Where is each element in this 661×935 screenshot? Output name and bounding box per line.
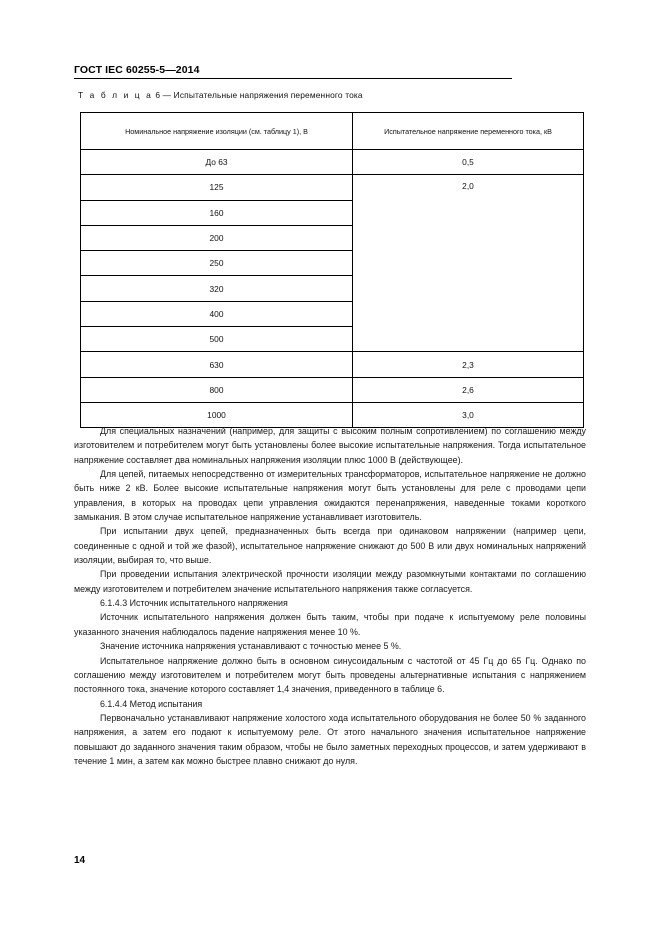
paragraph: Испытательное напряжение должно быть в основном синусоидальным с частотой от 45 Гц до 65 Гц. Однако по соглашению между изготовителем и потребителем могут быть проведены альтернативные испытания с напряжением постоянного тока, значение которого составляет 1,4 значения, приведенного в таблице 6. bbox=[74, 655, 586, 695]
cell-rated-voltage: 250 bbox=[81, 251, 353, 276]
cell-test-voltage: 0,5 bbox=[353, 150, 584, 175]
table-caption bbox=[78, 90, 363, 100]
cell-test-voltage: 3,0 bbox=[353, 402, 584, 427]
cell-test-voltage-merged: 2,0 bbox=[353, 175, 584, 352]
table-row bbox=[81, 150, 584, 175]
table-caption-label: Т а б л и ц а bbox=[78, 90, 153, 100]
clause-heading-6-1-4-3: 6.1.4.3 Источник испытательного напряжения bbox=[100, 598, 288, 609]
column-header-rated-voltage: Номинальное напряжение изоляции (см. таблицу 1), В bbox=[81, 113, 353, 150]
cell-rated-voltage: 160 bbox=[81, 200, 353, 225]
paragraph: Источник испытательного напряжения должен быть таким, чтобы при подаче к испытуемому реле половины указанного значения наблюдалось падение напряжения менее 10 %. bbox=[74, 612, 586, 637]
table-row bbox=[81, 352, 584, 377]
table-body bbox=[81, 150, 584, 428]
table-header-row bbox=[81, 113, 584, 150]
table-caption-text: Испытательные напряжения переменного тока bbox=[173, 90, 363, 100]
table-head bbox=[81, 113, 584, 150]
paragraph: Для специальных назначений (например, для защиты с высоким полным сопротивлением) по соглашению между изготовителем и потребителем могут быть установлены более высокие испытательные напряжения. Тогда испытательное напряжение составляет два номинальных напряжения изоляции плюс 1000 В (действующее). bbox=[74, 426, 586, 465]
cell-rated-voltage: До 63 bbox=[81, 150, 353, 175]
cell-rated-voltage: 125 bbox=[81, 175, 353, 200]
standard-designation: ГОСТ IEC 60255-5—2014 bbox=[74, 64, 512, 79]
paragraph: При проведении испытания электрической прочности изоляции между разомкнутыми контактами по соглашению между изготовителем и потребителем значение испытательного напряжения также согласуется. bbox=[74, 569, 586, 594]
paragraph: Значение источника напряжения устанавливают с точностью менее 5 %. bbox=[100, 641, 402, 652]
table-caption-number: 6 bbox=[155, 90, 161, 100]
paragraph: Первоначально устанавливают напряжение холостого хода испытательного оборудования не более 50 % заданного напряжения, а затем его подают к испытуемому реле. От этого начального значения испытательное напряжение повышают до заданного значения таким образом, чтобы не было заметных переходных процессов, и затем удерживают в течение 1 мин, а затем как можно быстрее плавно снижают до нуля. bbox=[74, 712, 586, 766]
body-text bbox=[74, 424, 586, 768]
table-caption-dash: — bbox=[162, 90, 172, 100]
cell-rated-voltage: 800 bbox=[81, 377, 353, 402]
cell-test-voltage: 2,3 bbox=[353, 352, 584, 377]
cell-rated-voltage: 1000 bbox=[81, 402, 353, 427]
paragraph: При испытании двух цепей, предназначенных быть всегда при одинаковом напряжении (например цепи, соединенные с одной и той же фазой), испытательное напряжение снижают до 500 В или двух номинальных напряжений изоляции, выбирая то, что выше. bbox=[74, 526, 586, 566]
test-voltages-table bbox=[80, 112, 584, 428]
table-row bbox=[81, 175, 584, 200]
page-number: 14 bbox=[74, 855, 86, 866]
cell-rated-voltage: 320 bbox=[81, 276, 353, 301]
paragraph: Для цепей, питаемых непосредственно от измерительных трансформаторов, испытательное напряжение не должно быть ниже 2 кВ. Более высокие испытательные напряжения могут быть установлены для реле с проводами цепи управления, в которых на проводах цепи управления ожидаются перенапряжения, наведенные токами короткого замыкания. В этом случае испытательное напряжение устанавливает изготовитель. bbox=[74, 469, 586, 523]
cell-rated-voltage: 500 bbox=[81, 327, 353, 352]
cell-rated-voltage: 200 bbox=[81, 225, 353, 250]
cell-test-voltage: 2,6 bbox=[353, 377, 584, 402]
page-header bbox=[74, 60, 586, 79]
cell-rated-voltage: 400 bbox=[81, 301, 353, 326]
cell-rated-voltage: 630 bbox=[81, 352, 353, 377]
column-header-test-voltage: Испытательное напряжение переменного тока, кВ bbox=[353, 113, 584, 150]
clause-heading-6-1-4-4: 6.1.4.4 Метод испытания bbox=[100, 698, 203, 709]
table-row bbox=[81, 377, 584, 402]
